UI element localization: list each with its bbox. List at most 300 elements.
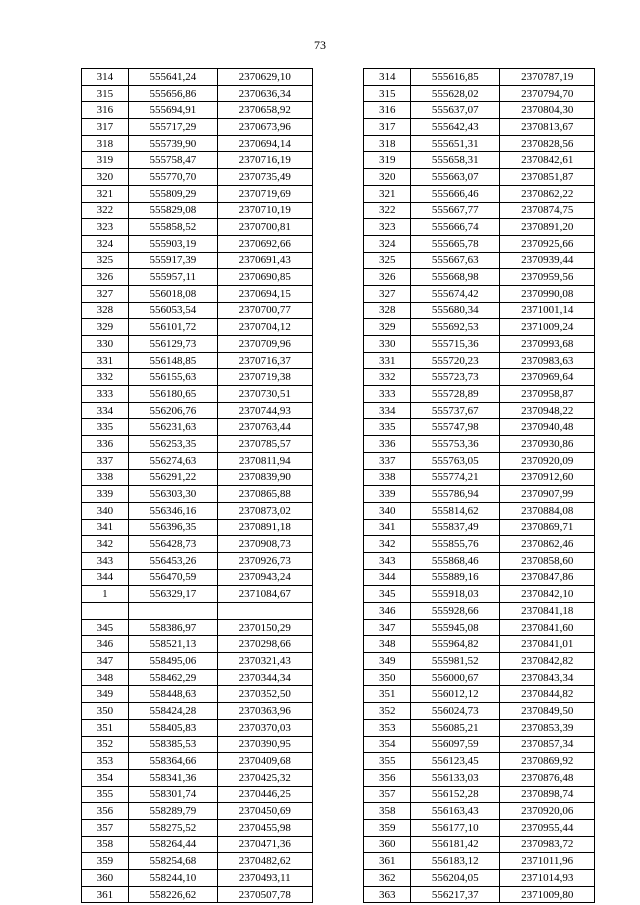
column-gap [312, 85, 364, 102]
column-gap [312, 603, 364, 620]
left-y-coordinate-cell: 2370636,34 [218, 85, 313, 102]
right-y-coordinate-cell: 2370884,08 [500, 502, 595, 519]
table-row [82, 169, 595, 186]
left-x-coordinate-cell: 556291,22 [128, 469, 217, 486]
right-point-number-cell: 344 [364, 569, 411, 586]
left-point-number-cell: 329 [82, 319, 129, 336]
left-point-number-cell: 354 [82, 769, 129, 786]
coordinates-table-body [82, 69, 595, 903]
left-y-coordinate-cell: 2370704,12 [218, 319, 313, 336]
right-y-coordinate-cell: 2371014,93 [500, 870, 595, 887]
column-gap [312, 235, 364, 252]
left-x-coordinate-cell: 556053,54 [128, 302, 217, 319]
column-gap [312, 486, 364, 503]
left-y-coordinate-cell: 2370692,66 [218, 235, 313, 252]
right-x-coordinate-cell: 555666,46 [411, 185, 500, 202]
table-row [82, 753, 595, 770]
left-point-number-cell: 315 [82, 85, 129, 102]
left-point-number-cell: 330 [82, 336, 129, 353]
left-y-coordinate-cell: 2370873,02 [218, 502, 313, 519]
table-row [82, 69, 595, 86]
table-row [82, 653, 595, 670]
right-y-coordinate-cell: 2370939,44 [500, 252, 595, 269]
left-y-coordinate-cell: 2370363,96 [218, 703, 313, 720]
right-y-coordinate-cell: 2370898,74 [500, 786, 595, 803]
right-y-coordinate-cell: 2370940,48 [500, 419, 595, 436]
left-point-number-cell: 318 [82, 135, 129, 152]
left-y-coordinate-cell: 2370658,92 [218, 102, 313, 119]
column-gap [312, 536, 364, 553]
left-y-coordinate-cell: 2370943,24 [218, 569, 313, 586]
left-y-coordinate-cell: 2370811,94 [218, 452, 313, 469]
column-gap [312, 386, 364, 403]
left-point-number-cell: 357 [82, 819, 129, 836]
left-point-number-cell: 324 [82, 235, 129, 252]
left-x-coordinate-cell: 558521,13 [128, 636, 217, 653]
right-y-coordinate-cell: 2371009,24 [500, 319, 595, 336]
column-gap [312, 202, 364, 219]
table-row [82, 369, 595, 386]
left-y-coordinate-cell: 2370482,62 [218, 853, 313, 870]
left-point-number-cell: 337 [82, 452, 129, 469]
left-y-coordinate-cell: 2370694,15 [218, 285, 313, 302]
table-row [82, 703, 595, 720]
left-point-number-cell: 1 [82, 586, 129, 603]
left-x-coordinate-cell: 558385,53 [128, 736, 217, 753]
right-y-coordinate-cell: 2370844,82 [500, 686, 595, 703]
table-row [82, 536, 595, 553]
left-point-number-cell: 331 [82, 352, 129, 369]
right-point-number-cell: 356 [364, 769, 411, 786]
right-y-coordinate-cell: 2371001,14 [500, 302, 595, 319]
left-y-coordinate-cell: 2370321,43 [218, 653, 313, 670]
left-point-number-cell: 360 [82, 870, 129, 887]
left-point-number-cell: 353 [82, 753, 129, 770]
table-row [82, 519, 595, 536]
left-point-number-cell [82, 603, 129, 620]
left-point-number-cell: 328 [82, 302, 129, 319]
left-x-coordinate-cell: 558405,83 [128, 719, 217, 736]
right-point-number-cell: 315 [364, 85, 411, 102]
left-y-coordinate-cell: 2370865,88 [218, 486, 313, 503]
left-x-coordinate-cell: 556018,08 [128, 285, 217, 302]
table-row [82, 636, 595, 653]
right-point-number-cell: 314 [364, 69, 411, 86]
column-gap [312, 402, 364, 419]
right-point-number-cell: 352 [364, 703, 411, 720]
left-point-number-cell: 323 [82, 219, 129, 236]
right-x-coordinate-cell: 556163,43 [411, 803, 500, 820]
left-y-coordinate-cell: 2370891,18 [218, 519, 313, 536]
right-y-coordinate-cell: 2370847,86 [500, 569, 595, 586]
table-row [82, 436, 595, 453]
left-y-coordinate-cell: 2370730,51 [218, 386, 313, 403]
left-x-coordinate-cell: 558424,28 [128, 703, 217, 720]
right-y-coordinate-cell: 2370920,09 [500, 452, 595, 469]
right-y-coordinate-cell: 2370920,06 [500, 803, 595, 820]
left-point-number-cell: 317 [82, 119, 129, 136]
left-x-coordinate-cell: 555858,52 [128, 219, 217, 236]
right-y-coordinate-cell: 2371011,96 [500, 853, 595, 870]
column-gap [312, 870, 364, 887]
right-y-coordinate-cell: 2370842,61 [500, 152, 595, 169]
column-gap [312, 886, 364, 903]
left-y-coordinate-cell: 2370390,95 [218, 736, 313, 753]
left-x-coordinate-cell: 555809,29 [128, 185, 217, 202]
left-x-coordinate-cell: 558301,74 [128, 786, 217, 803]
table-row [82, 352, 595, 369]
table-row [82, 452, 595, 469]
left-y-coordinate-cell: 2370716,37 [218, 352, 313, 369]
right-point-number-cell: 320 [364, 169, 411, 186]
left-x-coordinate-cell: 558341,36 [128, 769, 217, 786]
column-gap [312, 819, 364, 836]
right-y-coordinate-cell: 2370862,46 [500, 536, 595, 553]
left-x-coordinate-cell: 558275,52 [128, 819, 217, 836]
right-x-coordinate-cell: 555868,46 [411, 552, 500, 569]
left-y-coordinate-cell: 2370471,36 [218, 836, 313, 853]
right-y-coordinate-cell: 2370841,60 [500, 619, 595, 636]
right-point-number-cell: 332 [364, 369, 411, 386]
left-x-coordinate-cell: 556428,73 [128, 536, 217, 553]
left-y-coordinate-cell: 2370735,49 [218, 169, 313, 186]
right-point-number-cell: 319 [364, 152, 411, 169]
column-gap [312, 786, 364, 803]
right-point-number-cell: 327 [364, 285, 411, 302]
left-x-coordinate-cell: 558254,68 [128, 853, 217, 870]
column-gap [312, 119, 364, 136]
right-x-coordinate-cell: 555945,08 [411, 619, 500, 636]
right-x-coordinate-cell: 555637,07 [411, 102, 500, 119]
right-x-coordinate-cell: 555814,62 [411, 502, 500, 519]
left-y-coordinate-cell: 2370409,68 [218, 753, 313, 770]
left-x-coordinate-cell: 555770,70 [128, 169, 217, 186]
right-point-number-cell: 363 [364, 886, 411, 903]
table-row [82, 853, 595, 870]
left-x-coordinate-cell: 555739,90 [128, 135, 217, 152]
left-y-coordinate-cell: 2370908,73 [218, 536, 313, 553]
right-x-coordinate-cell: 555981,52 [411, 653, 500, 670]
right-point-number-cell: 328 [364, 302, 411, 319]
table-row [82, 552, 595, 569]
right-x-coordinate-cell: 556181,42 [411, 836, 500, 853]
right-point-number-cell: 357 [364, 786, 411, 803]
left-x-coordinate-cell: 558226,62 [128, 886, 217, 903]
right-point-number-cell: 325 [364, 252, 411, 269]
left-point-number-cell: 340 [82, 502, 129, 519]
left-y-coordinate-cell: 2370450,69 [218, 803, 313, 820]
right-y-coordinate-cell: 2371009,80 [500, 886, 595, 903]
left-y-coordinate-cell: 2370507,78 [218, 886, 313, 903]
left-y-coordinate-cell: 2370719,38 [218, 369, 313, 386]
column-gap [312, 836, 364, 853]
table-row [82, 469, 595, 486]
right-point-number-cell: 350 [364, 669, 411, 686]
column-gap [312, 736, 364, 753]
left-x-coordinate-cell: 558448,63 [128, 686, 217, 703]
right-point-number-cell: 323 [364, 219, 411, 236]
right-x-coordinate-cell: 555628,02 [411, 85, 500, 102]
left-x-coordinate-cell: 556231,63 [128, 419, 217, 436]
column-gap [312, 135, 364, 152]
table-row [82, 419, 595, 436]
left-x-coordinate-cell: 555694,91 [128, 102, 217, 119]
column-gap [312, 502, 364, 519]
column-gap [312, 285, 364, 302]
right-point-number-cell: 324 [364, 235, 411, 252]
left-y-coordinate-cell: 2370785,57 [218, 436, 313, 453]
right-y-coordinate-cell: 2370828,56 [500, 135, 595, 152]
column-gap [312, 269, 364, 286]
table-row [82, 402, 595, 419]
left-point-number-cell: 352 [82, 736, 129, 753]
right-y-coordinate-cell: 2370948,22 [500, 402, 595, 419]
left-y-coordinate-cell: 2370700,81 [218, 219, 313, 236]
left-x-coordinate-cell: 556303,30 [128, 486, 217, 503]
right-x-coordinate-cell: 556097,59 [411, 736, 500, 753]
right-x-coordinate-cell: 556204,05 [411, 870, 500, 887]
right-x-coordinate-cell: 555674,42 [411, 285, 500, 302]
left-y-coordinate-cell: 2370709,96 [218, 336, 313, 353]
column-gap [312, 753, 364, 770]
left-point-number-cell: 345 [82, 619, 129, 636]
right-y-coordinate-cell: 2370853,39 [500, 719, 595, 736]
left-point-number-cell: 348 [82, 669, 129, 686]
page-number: 73 [314, 38, 326, 52]
right-x-coordinate-cell: 556024,73 [411, 703, 500, 720]
right-y-coordinate-cell: 2370993,68 [500, 336, 595, 353]
table-row [82, 736, 595, 753]
right-x-coordinate-cell: 555666,74 [411, 219, 500, 236]
right-point-number-cell: 341 [364, 519, 411, 536]
table-row [82, 185, 595, 202]
table-row [82, 603, 595, 620]
right-y-coordinate-cell: 2370842,10 [500, 586, 595, 603]
left-x-coordinate-cell: 555641,24 [128, 69, 217, 86]
column-gap [312, 369, 364, 386]
right-x-coordinate-cell: 556085,21 [411, 719, 500, 736]
right-y-coordinate-cell: 2370862,22 [500, 185, 595, 202]
column-gap [312, 169, 364, 186]
column-gap [312, 703, 364, 720]
right-point-number-cell: 354 [364, 736, 411, 753]
right-x-coordinate-cell: 555668,98 [411, 269, 500, 286]
left-x-coordinate-cell: 555917,39 [128, 252, 217, 269]
right-y-coordinate-cell: 2370876,48 [500, 769, 595, 786]
right-x-coordinate-cell: 555651,31 [411, 135, 500, 152]
left-y-coordinate-cell: 2370629,10 [218, 69, 313, 86]
left-y-coordinate-cell: 2370150,29 [218, 619, 313, 636]
left-y-coordinate-cell: 2370926,73 [218, 552, 313, 569]
table-row [82, 119, 595, 136]
right-point-number-cell: 331 [364, 352, 411, 369]
table-row [82, 686, 595, 703]
right-point-number-cell: 335 [364, 419, 411, 436]
table-row [82, 586, 595, 603]
right-y-coordinate-cell: 2370955,44 [500, 819, 595, 836]
table-row [82, 102, 595, 119]
right-point-number-cell: 343 [364, 552, 411, 569]
table-row [82, 235, 595, 252]
left-y-coordinate-cell: 2370344,34 [218, 669, 313, 686]
left-point-number-cell: 350 [82, 703, 129, 720]
right-x-coordinate-cell: 556183,12 [411, 853, 500, 870]
left-point-number-cell: 339 [82, 486, 129, 503]
right-x-coordinate-cell: 555837,49 [411, 519, 500, 536]
left-y-coordinate-cell: 2370425,32 [218, 769, 313, 786]
right-x-coordinate-cell: 555658,31 [411, 152, 500, 169]
table-row [82, 285, 595, 302]
table-row [82, 619, 595, 636]
left-x-coordinate-cell: 558244,10 [128, 870, 217, 887]
left-x-coordinate-cell: 555656,86 [128, 85, 217, 102]
right-point-number-cell: 340 [364, 502, 411, 519]
left-y-coordinate-cell: 2370710,19 [218, 202, 313, 219]
left-x-coordinate-cell: 555829,08 [128, 202, 217, 219]
left-point-number-cell: 320 [82, 169, 129, 186]
right-x-coordinate-cell: 556152,28 [411, 786, 500, 803]
column-gap [312, 803, 364, 820]
right-point-number-cell: 362 [364, 870, 411, 887]
right-x-coordinate-cell: 555665,78 [411, 235, 500, 252]
right-x-coordinate-cell: 556177,10 [411, 819, 500, 836]
right-x-coordinate-cell: 556123,45 [411, 753, 500, 770]
left-point-number-cell: 355 [82, 786, 129, 803]
left-point-number-cell: 358 [82, 836, 129, 853]
table-row [82, 786, 595, 803]
left-x-coordinate-cell: 556180,65 [128, 386, 217, 403]
right-y-coordinate-cell: 2370841,18 [500, 603, 595, 620]
left-x-coordinate-cell: 555758,47 [128, 152, 217, 169]
table-row [82, 135, 595, 152]
left-y-coordinate-cell [218, 603, 313, 620]
right-point-number-cell: 349 [364, 653, 411, 670]
column-gap [312, 302, 364, 319]
right-y-coordinate-cell: 2370813,67 [500, 119, 595, 136]
right-point-number-cell: 330 [364, 336, 411, 353]
column-gap [312, 619, 364, 636]
column-gap [312, 352, 364, 369]
table-row [82, 836, 595, 853]
right-point-number-cell: 322 [364, 202, 411, 219]
table-row [82, 269, 595, 286]
right-x-coordinate-cell: 555786,94 [411, 486, 500, 503]
right-point-number-cell: 338 [364, 469, 411, 486]
right-point-number-cell: 339 [364, 486, 411, 503]
left-x-coordinate-cell: 558364,66 [128, 753, 217, 770]
right-y-coordinate-cell: 2370912,60 [500, 469, 595, 486]
left-point-number-cell: 333 [82, 386, 129, 403]
right-x-coordinate-cell: 555616,85 [411, 69, 500, 86]
left-y-coordinate-cell: 2370700,77 [218, 302, 313, 319]
column-gap [312, 185, 364, 202]
left-y-coordinate-cell: 2370839,90 [218, 469, 313, 486]
right-x-coordinate-cell: 556133,03 [411, 769, 500, 786]
right-y-coordinate-cell: 2370990,08 [500, 285, 595, 302]
left-y-coordinate-cell: 2370493,11 [218, 870, 313, 887]
column-gap [312, 853, 364, 870]
right-x-coordinate-cell: 555680,34 [411, 302, 500, 319]
right-y-coordinate-cell: 2370841,01 [500, 636, 595, 653]
right-y-coordinate-cell: 2370959,56 [500, 269, 595, 286]
right-y-coordinate-cell: 2370851,87 [500, 169, 595, 186]
right-y-coordinate-cell: 2370969,64 [500, 369, 595, 386]
left-point-number-cell: 344 [82, 569, 129, 586]
right-x-coordinate-cell: 555774,21 [411, 469, 500, 486]
right-x-coordinate-cell: 555692,53 [411, 319, 500, 336]
right-point-number-cell: 355 [364, 753, 411, 770]
column-gap [312, 769, 364, 786]
right-y-coordinate-cell: 2370849,50 [500, 703, 595, 720]
table-row [82, 569, 595, 586]
left-point-number-cell: 332 [82, 369, 129, 386]
left-y-coordinate-cell: 2371084,67 [218, 586, 313, 603]
left-point-number-cell: 346 [82, 636, 129, 653]
left-x-coordinate-cell: 558264,44 [128, 836, 217, 853]
right-x-coordinate-cell: 555753,36 [411, 436, 500, 453]
right-x-coordinate-cell: 555737,67 [411, 402, 500, 419]
column-gap [312, 219, 364, 236]
column-gap [312, 152, 364, 169]
right-x-coordinate-cell: 555667,77 [411, 202, 500, 219]
right-y-coordinate-cell: 2370958,87 [500, 386, 595, 403]
left-x-coordinate-cell: 558289,79 [128, 803, 217, 820]
left-x-coordinate-cell: 556206,76 [128, 402, 217, 419]
table-row [82, 886, 595, 903]
right-point-number-cell: 316 [364, 102, 411, 119]
table-row [82, 219, 595, 236]
right-y-coordinate-cell: 2370874,75 [500, 202, 595, 219]
right-point-number-cell: 321 [364, 185, 411, 202]
left-point-number-cell: 321 [82, 185, 129, 202]
left-y-coordinate-cell: 2370744,93 [218, 402, 313, 419]
left-y-coordinate-cell: 2370716,19 [218, 152, 313, 169]
left-point-number-cell: 347 [82, 653, 129, 670]
left-x-coordinate-cell: 556148,85 [128, 352, 217, 369]
right-point-number-cell: 347 [364, 619, 411, 636]
right-point-number-cell: 329 [364, 319, 411, 336]
left-x-coordinate-cell: 556396,35 [128, 519, 217, 536]
left-y-coordinate-cell: 2370455,98 [218, 819, 313, 836]
right-point-number-cell: 337 [364, 452, 411, 469]
right-x-coordinate-cell: 555747,98 [411, 419, 500, 436]
table-row [82, 719, 595, 736]
right-x-coordinate-cell: 555889,16 [411, 569, 500, 586]
left-point-number-cell: 343 [82, 552, 129, 569]
right-point-number-cell: 318 [364, 135, 411, 152]
left-point-number-cell: 334 [82, 402, 129, 419]
column-gap [312, 252, 364, 269]
table-row [82, 152, 595, 169]
right-x-coordinate-cell: 555964,82 [411, 636, 500, 653]
left-x-coordinate-cell: 556329,17 [128, 586, 217, 603]
right-y-coordinate-cell: 2370983,63 [500, 352, 595, 369]
table-row [82, 386, 595, 403]
right-point-number-cell: 345 [364, 586, 411, 603]
left-x-coordinate-cell: 558462,29 [128, 669, 217, 686]
column-gap [312, 669, 364, 686]
table-row [82, 819, 595, 836]
left-y-coordinate-cell: 2370673,96 [218, 119, 313, 136]
right-x-coordinate-cell: 555763,05 [411, 452, 500, 469]
left-point-number-cell: 325 [82, 252, 129, 269]
left-y-coordinate-cell: 2370446,25 [218, 786, 313, 803]
left-y-coordinate-cell: 2370694,14 [218, 135, 313, 152]
left-point-number-cell: 338 [82, 469, 129, 486]
column-gap [312, 719, 364, 736]
table-row [82, 502, 595, 519]
right-point-number-cell: 348 [364, 636, 411, 653]
